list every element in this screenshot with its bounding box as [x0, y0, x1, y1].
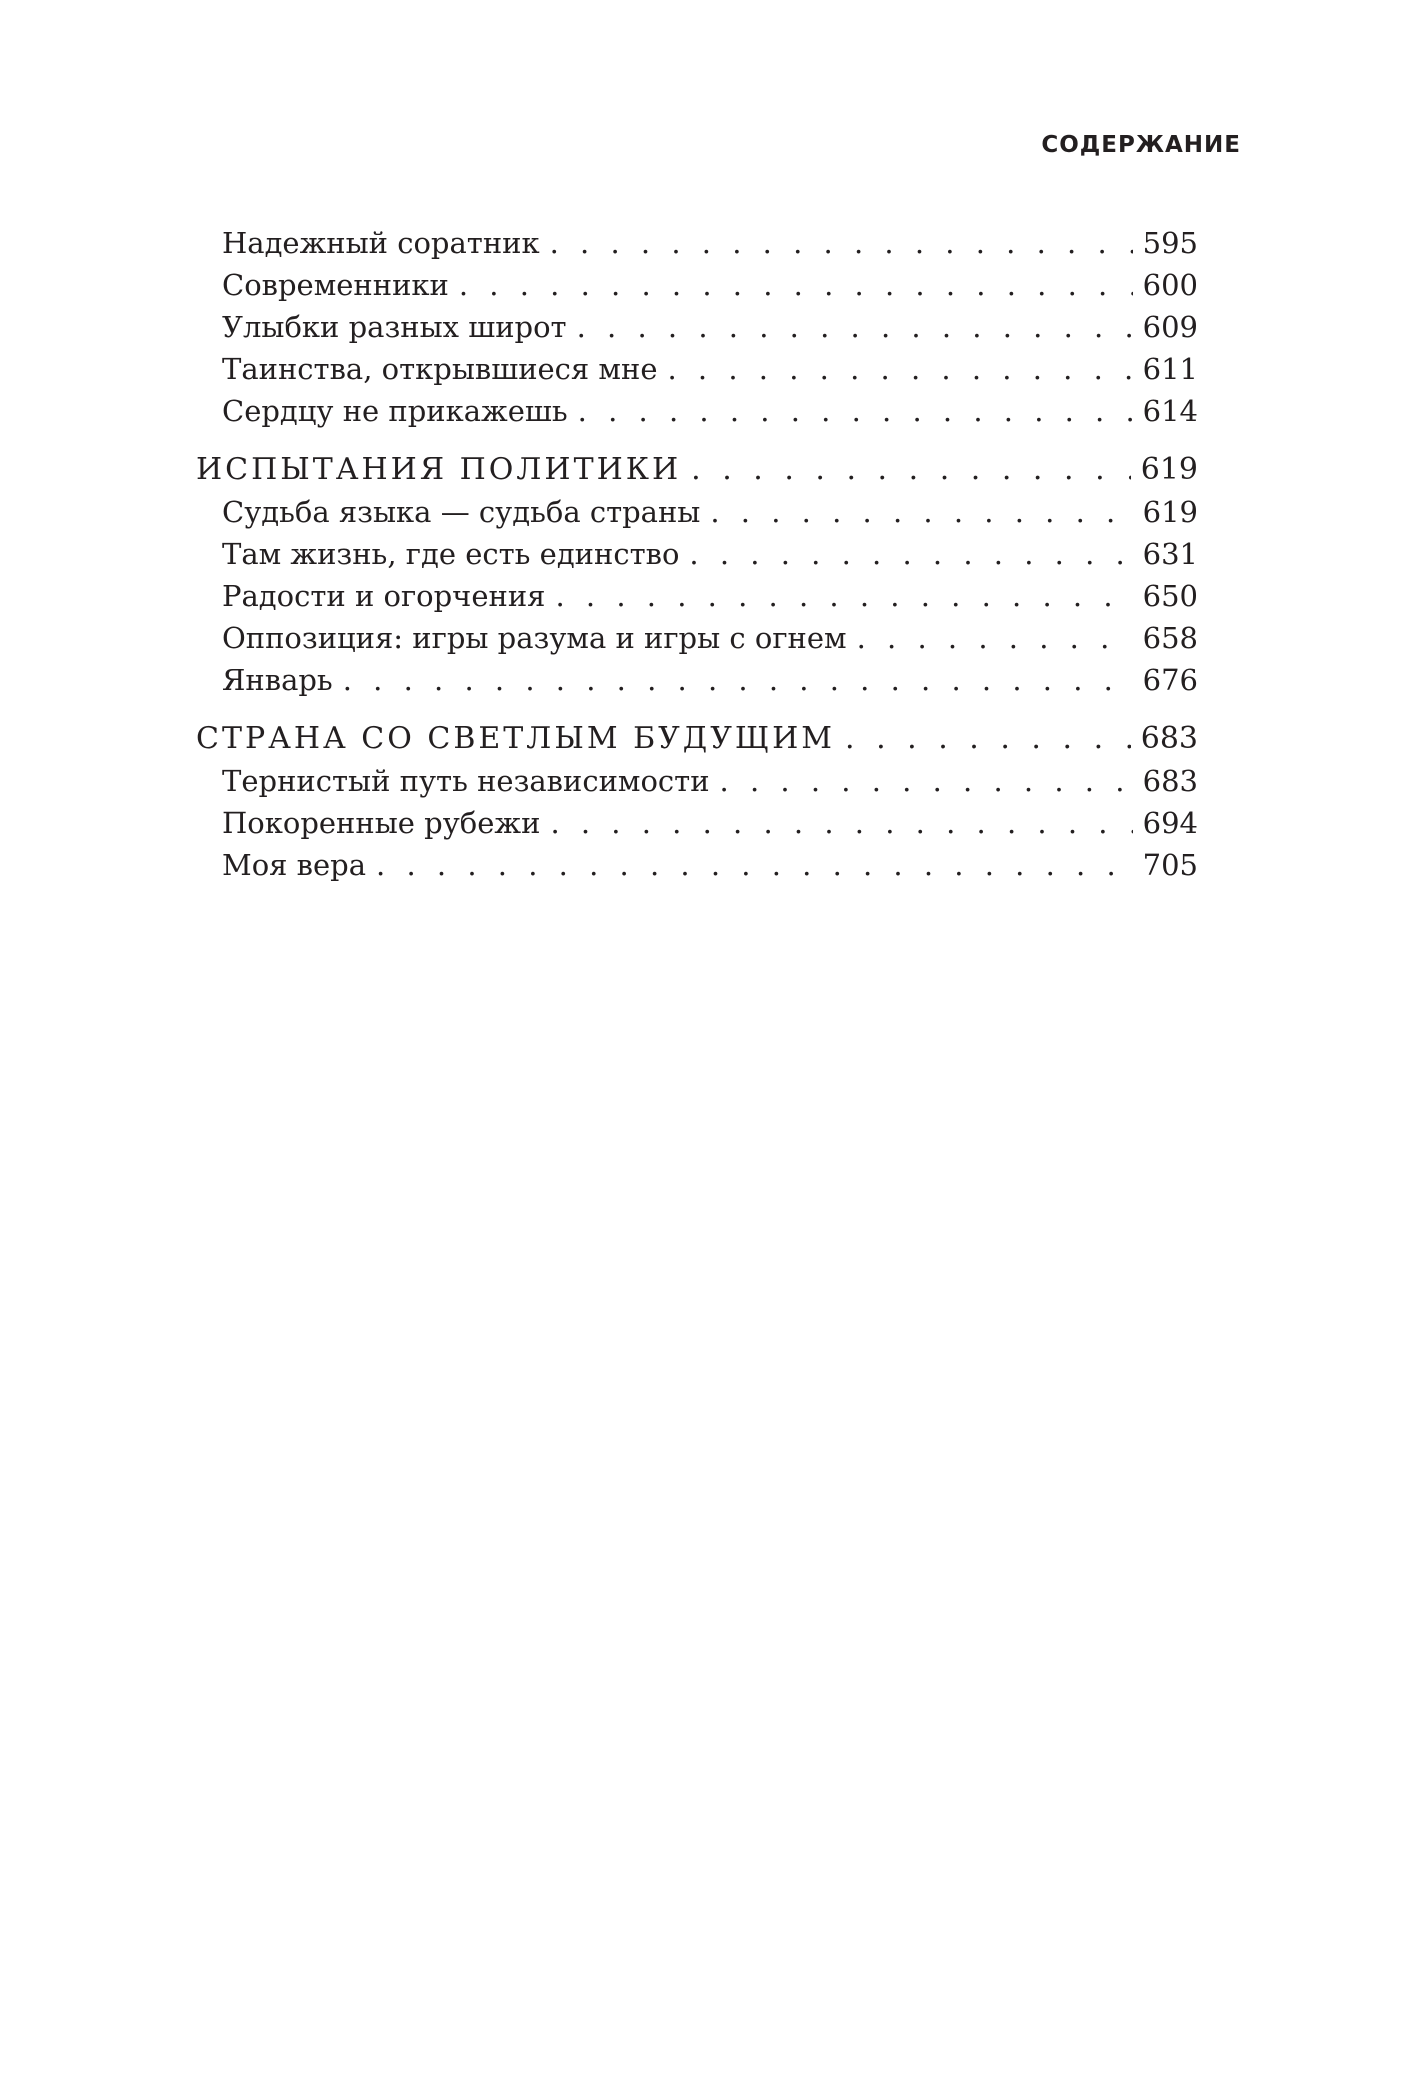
- dot-leader: [555, 575, 1132, 617]
- toc-section: [196, 449, 1198, 701]
- toc-entry: [196, 348, 1198, 390]
- dot-leader: [857, 617, 1133, 659]
- toc-entry: [196, 222, 1198, 264]
- toc-entry-title: Моя вера: [222, 848, 367, 882]
- dot-leader: [689, 533, 1132, 575]
- toc-entry-title: Таинства, открывшиеся мне: [222, 352, 658, 386]
- dot-leader: [691, 449, 1131, 491]
- toc-entry-title: Январь: [222, 663, 333, 697]
- toc-entry-title: Покоренные рубежи: [222, 806, 541, 840]
- table-of-contents: [196, 222, 1198, 903]
- toc-entry-title: Тернистый путь независимости: [222, 764, 710, 798]
- toc-part-page: 683: [1140, 721, 1198, 756]
- toc-entry: [196, 617, 1198, 659]
- toc-entry-title: Оппозиция: игры разума и игры с огнем: [222, 621, 847, 655]
- dot-leader: [376, 844, 1133, 886]
- toc-entry-title: Надежный соратник: [222, 226, 540, 260]
- toc-entry-title: Сердцу не прикажешь: [222, 394, 568, 428]
- toc-section: [196, 222, 1198, 432]
- toc-part-title: ИСПЫТАНИЯ ПОЛИТИКИ: [196, 452, 682, 487]
- toc-entry: [196, 575, 1198, 617]
- toc-entry-page: 619: [1142, 495, 1198, 529]
- toc-entry-page: 600: [1142, 268, 1198, 302]
- toc-part-heading: [196, 718, 1198, 760]
- toc-entry: [196, 390, 1198, 432]
- dot-leader: [710, 491, 1132, 533]
- toc-entry: [196, 802, 1198, 844]
- toc-entry-title: Радости и огорчения: [222, 579, 546, 613]
- toc-entry-page: 609: [1142, 310, 1198, 344]
- toc-entry: [196, 306, 1198, 348]
- toc-entry-page: 676: [1142, 663, 1198, 697]
- toc-entry: [196, 491, 1198, 533]
- dot-leader: [550, 222, 1133, 264]
- toc-entry: [196, 659, 1198, 701]
- toc-entry: [196, 264, 1198, 306]
- dot-leader: [845, 718, 1131, 760]
- toc-entry-page: 611: [1142, 352, 1198, 386]
- toc-part-page: 619: [1140, 452, 1198, 487]
- toc-entry-title: Современники: [222, 268, 449, 302]
- toc-entry-title: Там жизнь, где есть единство: [222, 537, 680, 571]
- toc-entry-page: 614: [1142, 394, 1198, 428]
- dot-leader: [720, 760, 1133, 802]
- toc-entry-page: 694: [1142, 806, 1198, 840]
- running-head: СОДЕРЖАНИЕ: [1041, 132, 1241, 158]
- dot-leader: [550, 802, 1132, 844]
- toc-entry-page: 683: [1142, 764, 1198, 798]
- dot-leader: [577, 306, 1133, 348]
- toc-entry-page: 595: [1142, 226, 1198, 260]
- toc-entry-page: 705: [1142, 848, 1198, 882]
- toc-entry-title: Судьба языка — судьба страны: [222, 495, 701, 529]
- dot-leader: [667, 348, 1132, 390]
- dot-leader: [343, 659, 1133, 701]
- toc-entry: [196, 844, 1198, 886]
- toc-section: [196, 718, 1198, 886]
- toc-part-title: СТРАНА СО СВЕТЛЫМ БУДУЩИМ: [196, 721, 835, 756]
- toc-entry: [196, 760, 1198, 802]
- dot-leader: [578, 390, 1133, 432]
- toc-entry-title: Улыбки разных широт: [222, 310, 567, 344]
- dot-leader: [459, 264, 1133, 306]
- toc-entry-page: 631: [1142, 537, 1198, 571]
- toc-part-heading: [196, 449, 1198, 491]
- toc-entry: [196, 533, 1198, 575]
- toc-entry-page: 658: [1142, 621, 1198, 655]
- toc-entry-page: 650: [1142, 579, 1198, 613]
